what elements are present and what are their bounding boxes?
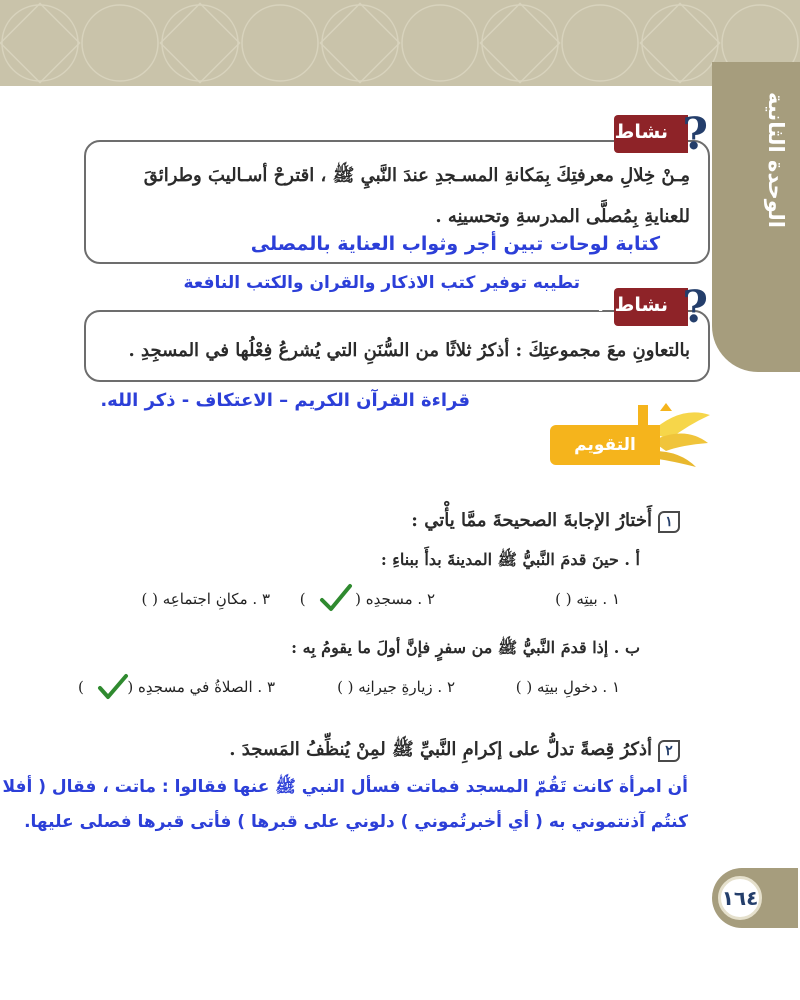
unit-side-tab	[712, 62, 800, 372]
q2-title: أذكرُ قِصةً تدلُّ على إكرامِ النَّبيِّ ﷺ لمِنْ يُنظِّفُ المَسجدَ .	[229, 739, 652, 760]
activity2-label: نشاط ٢	[596, 294, 668, 316]
q1b-option3-close: )	[77, 678, 84, 696]
q1b-option3-text: ٣ . الصلاةُ في مسجدِه (	[127, 678, 275, 696]
q1b-option1: ١ . دخولِ بيتِه ( )	[515, 678, 620, 696]
question-mark-icon: ?	[682, 282, 708, 333]
activity2-question: بالتعاونِ معَ مجموعتِكَ : أذكرُ ثلاثًا من السُّنَنِ التي يُشرعُ فِعْلُها في المسجِدِ .	[128, 340, 690, 361]
q1a-option2-close: )	[299, 590, 306, 608]
header-pattern-band	[0, 0, 800, 86]
page-number-tab	[712, 868, 798, 928]
q2-number-badge: ٢	[658, 740, 680, 762]
activity1-question-line2: للعنايةِ بِمُصلَّى المدرسةِ وتحسينِه .	[435, 206, 690, 227]
q1a-option2-text: ٢ . مسجدِه (	[355, 590, 435, 608]
activity1-answer-line2: تطيبه توفير كتب الاذكار والقران والكتب النافعة	[183, 273, 580, 293]
activity2-answer: قراءة القرآن الكريم – الاعتكاف - ذكر الله.	[100, 390, 470, 411]
q2-answer-line1: أن امرأة كانت تَقُمّ المسجد فماتت فسأل النبي ﷺ عنها فقالوا : ماتت ، فقال ( أفلا	[2, 777, 688, 797]
page-number: ١٦٤	[718, 876, 762, 920]
checkmark-icon	[96, 672, 130, 702]
activity1-answer-line1: كتابة لوحات تبين أجر وثواب العناية بالمصلى	[250, 233, 660, 255]
q1-title: أَختارُ الإجابةَ الصحيحةَ ممَّا يأْتي :	[411, 510, 652, 531]
question-mark-icon: ?	[682, 109, 708, 160]
evaluation-header	[520, 395, 720, 475]
activity1-header	[596, 109, 710, 160]
evaluation-label: التقويم	[550, 425, 660, 465]
q1a-option1: ١ . بيتِه ( )	[555, 590, 620, 608]
geometric-pattern	[0, 0, 800, 86]
q1-title-row	[411, 510, 680, 533]
q2-answer-line2: كنتُم آذنتموني به ( أي أخبرتُموني ) دلوني على قبرها ) فأتى قبرها فصلى عليها.	[24, 812, 688, 832]
q1b-stem: ب . إذا قدمَ النَّبيُّ ﷺ من سفرٍ فإنَّ أولَ ما يقومُ بِه :	[291, 638, 640, 657]
q2-title-row	[229, 738, 680, 764]
q1-number-badge: ١	[658, 511, 680, 533]
checkmark-icon	[318, 582, 354, 614]
q1b-option2: ٢ . زيارةِ جيرانِه ( )	[337, 678, 455, 696]
activity1-question-line1: مِـنْ خِلالِ معرفتِكَ بِمَكانةِ المسـجدِ عندَ النَّبيِ ﷺ ، اقترحْ أسـاليبَ وطرائقَ	[143, 165, 690, 186]
q1a-option3: ٣ . مكانِ اجتماعِه ( )	[141, 590, 270, 608]
unit-title: الوحدة الثانية	[764, 92, 788, 228]
activity2-header	[596, 282, 710, 333]
q1a-stem: أ . حينَ قدمَ النَّبيُّ ﷺ المدينةَ بدأَ ببناءِ :	[380, 550, 640, 569]
activity1-label: نشاط ١	[596, 121, 668, 143]
